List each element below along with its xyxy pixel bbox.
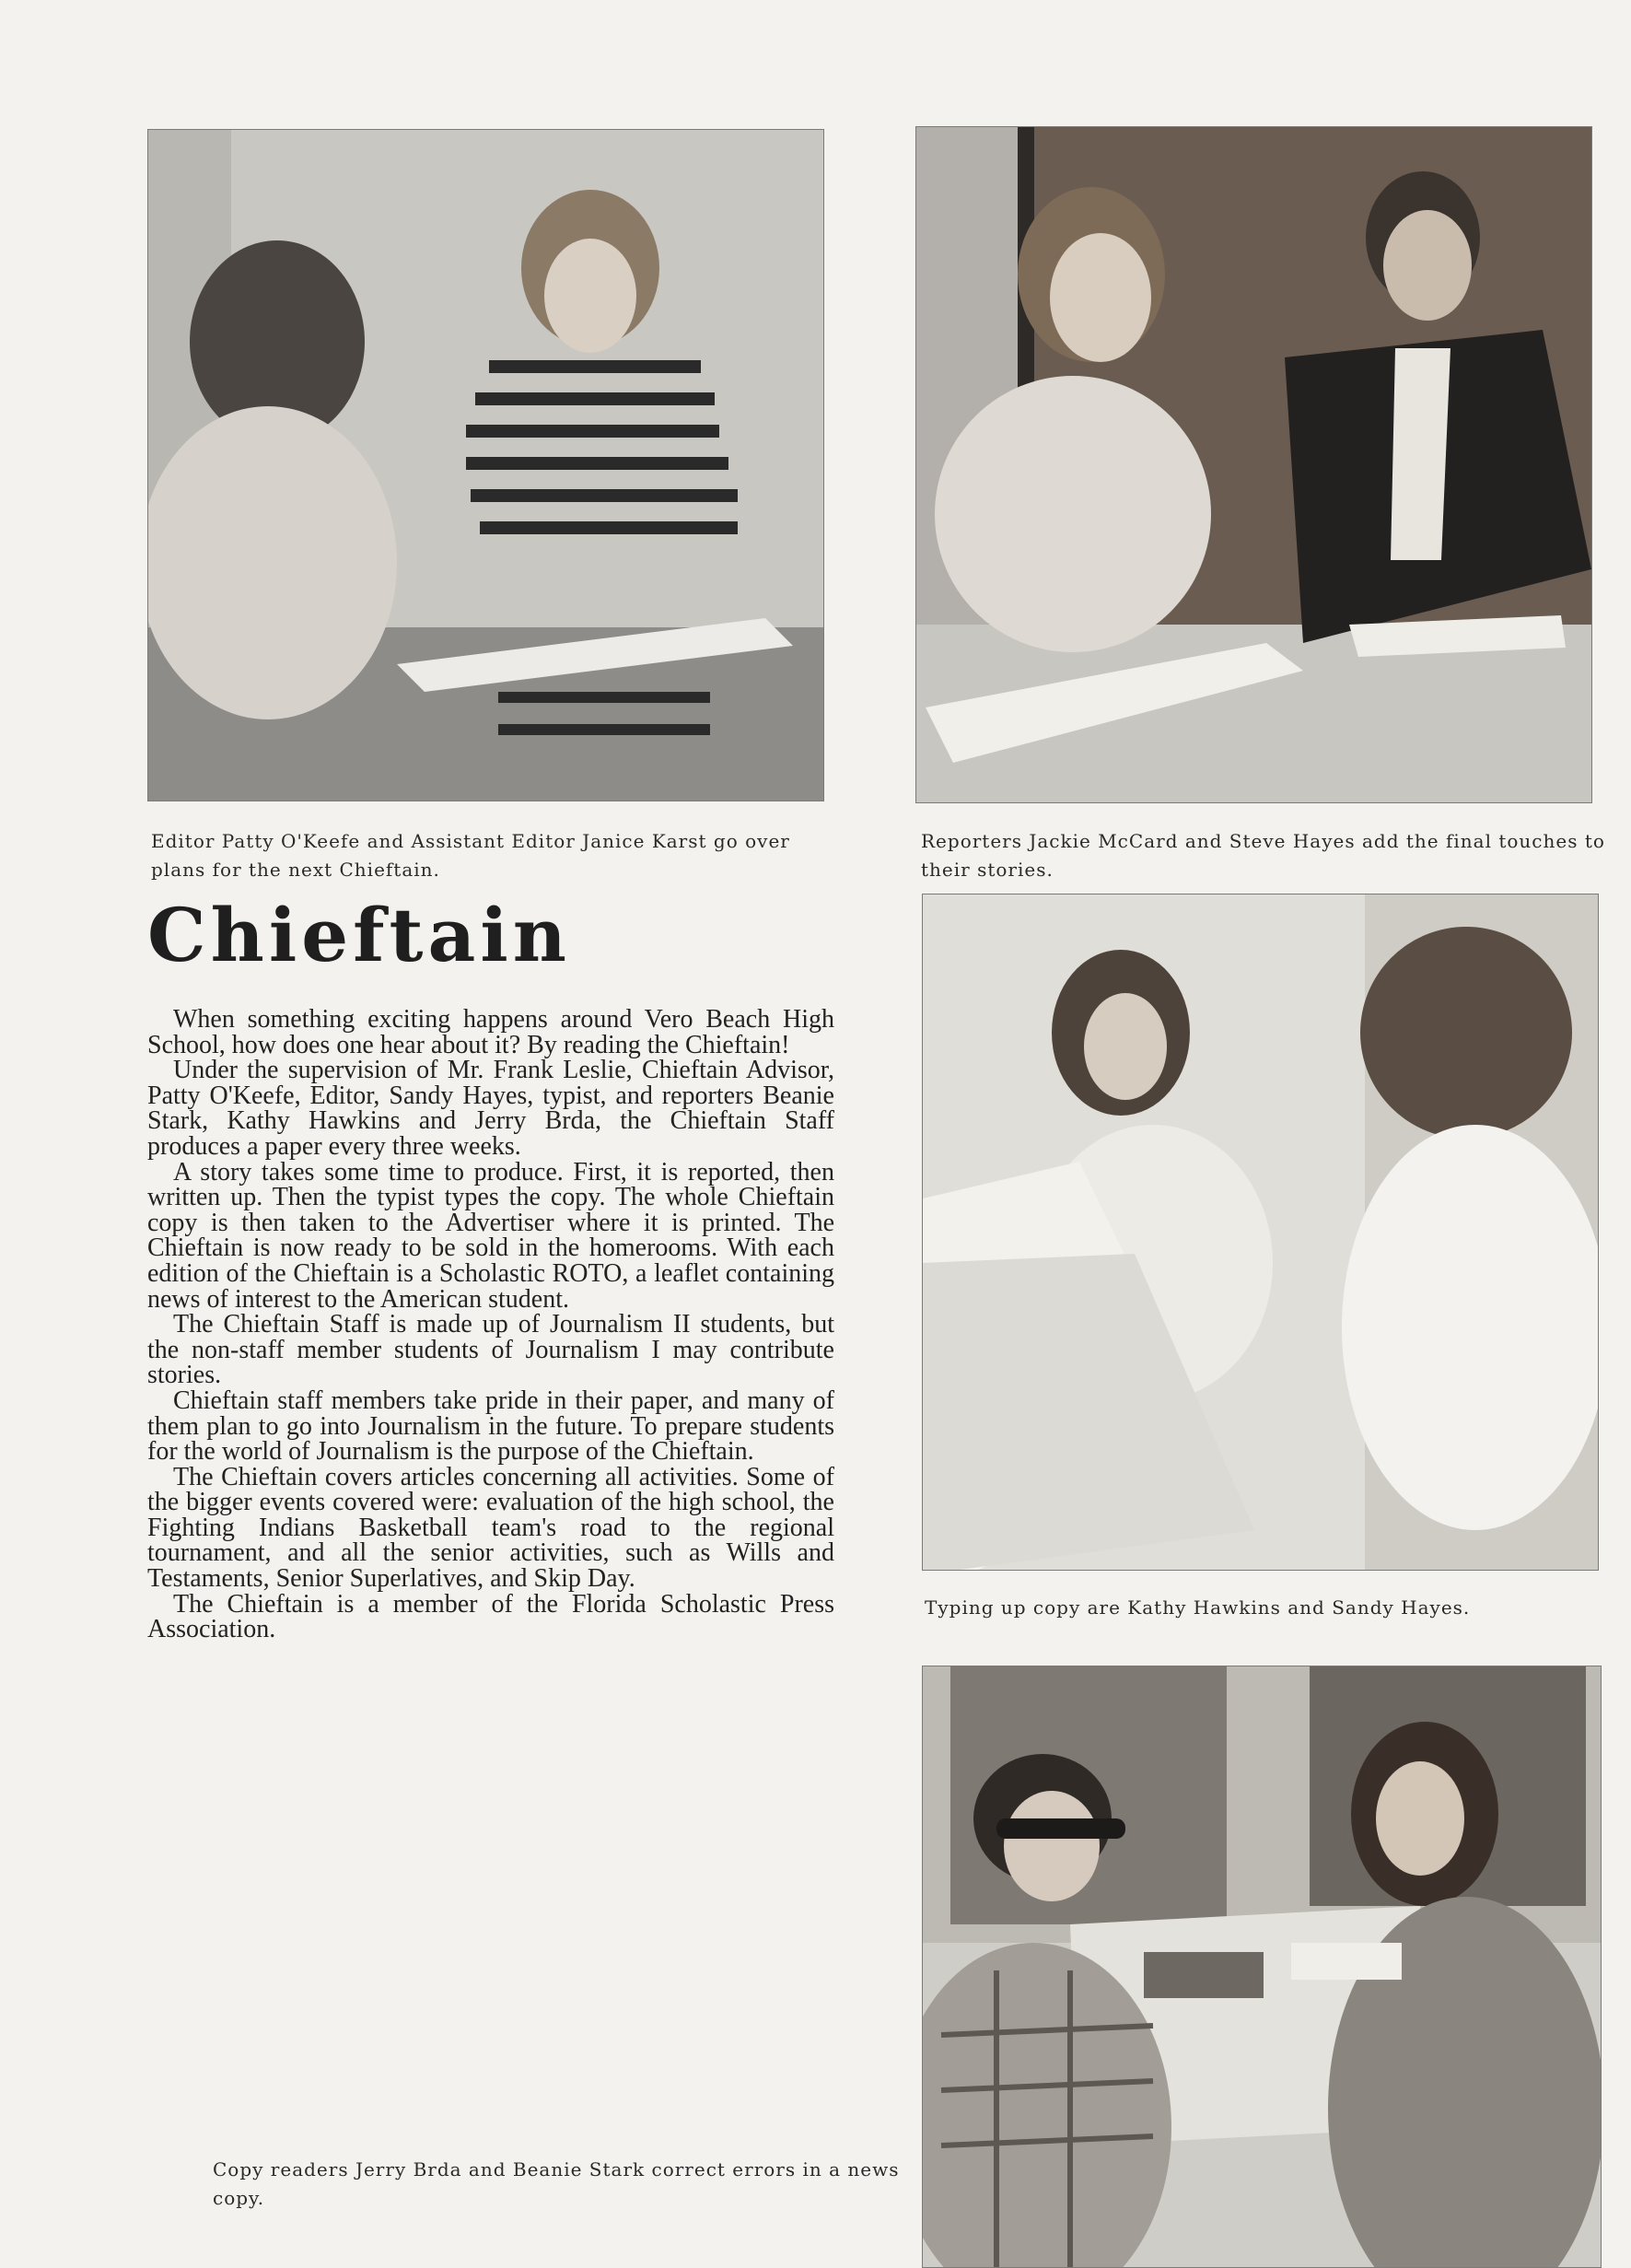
photo-editors — [147, 129, 824, 801]
editors-photo-image — [148, 130, 823, 801]
caption-editors: Editor Patty O'Keefe and Assistant Editor Janice Karst go over plans for the next Chieftain. — [151, 830, 790, 881]
caption-reporters: Reporters Jackie McCard and Steve Hayes add the final touches to their stories. — [921, 830, 1605, 881]
reporters-photo-image — [916, 127, 1591, 802]
page-title: Chieftain — [147, 892, 571, 978]
article-paragraph: A story takes some time to produce. First, it is reported, then written up. Then the typist types the copy. The whole Chieftain copy is then taken to the Advertiser where it is printed. The Chieftain is now ready to be sold in the homerooms. With each edition of the Chieftain is a Scholastic ROTO, a leaflet containing news of interest to the American student. — [147, 1157, 834, 1314]
article-paragraph: Under the supervision of Mr. Frank Leslie, Chieftain Advisor, Patty O'Keefe, Editor, Sandy Hayes, typist, and reporters Beanie Stark, Kathy Hawkins and Jerry Brda, the Chieftain Staff produces a paper every three weeks. — [147, 1056, 834, 1161]
caption-copy-readers: Copy readers Jerry Brda and Beanie Stark correct errors in a news copy. — [213, 2158, 900, 2209]
photo-copy-readers — [922, 1666, 1602, 2268]
article-paragraph: The Chieftain Staff is made up of Journalism II students, but the non-staff member students of Journalism I may contribute stories. — [147, 1310, 834, 1390]
article-paragraph: When something exciting happens around Vero Beach High School, how does one hear about it? By reading the Chieftain! — [147, 1005, 834, 1059]
typists-photo-image — [923, 894, 1598, 1570]
photo-typists — [922, 894, 1599, 1571]
article-body — [147, 1007, 834, 1643]
photo-reporters — [915, 126, 1592, 803]
copy-readers-photo-image — [923, 1666, 1601, 2267]
article-paragraph: Chieftain staff members take pride in their paper, and many of them plan to go into Journalism in the future. To prepare students for the world of Journalism is the purpose of the Chieftain. — [147, 1385, 834, 1467]
caption-typists: Typing up copy are Kathy Hawkins and Sandy Hayes. — [925, 1596, 1471, 1619]
article-paragraph: The Chieftain covers articles concerning all activities. Some of the bigger events covered were: evaluation of the high school, the Fighting Indians Basketball team's road to the regional tournament, and all the senior activities, such as Wills and Testaments, Senior Superlatives, and Skip Day. — [147, 1462, 834, 1594]
article-paragraph: The Chieftain is a member of the Florida Scholastic Press Association. — [147, 1589, 834, 1644]
